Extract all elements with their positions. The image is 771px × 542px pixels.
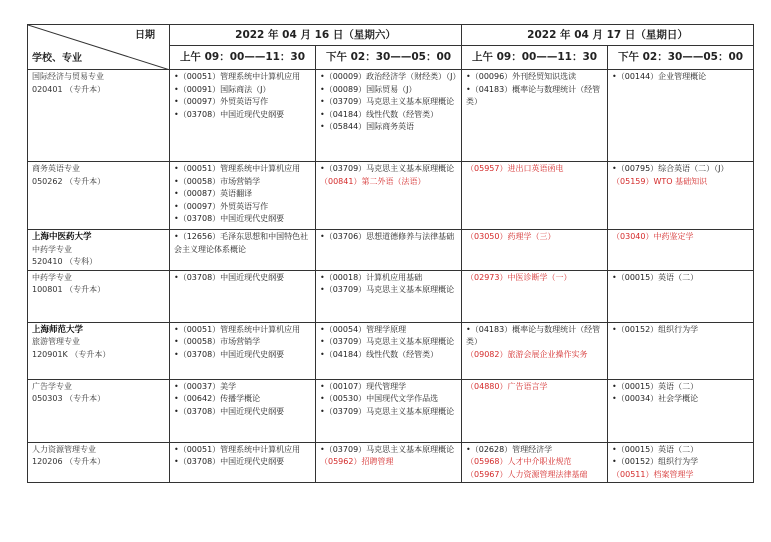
session-cell xyxy=(170,270,316,322)
exam-subject: •（04183）概率论与数理统计（经管类） xyxy=(466,84,601,106)
university-name: 上海师范大学 xyxy=(32,324,84,335)
session-cell xyxy=(462,322,608,379)
exam-subject: •（00015）英语（二） xyxy=(612,444,699,454)
program-cell xyxy=(28,70,170,162)
exam-subject: •（00096）外刊经贸知识选读 xyxy=(466,72,577,81)
exam-subject: •（00009）政治经济学（财经类）（J） xyxy=(320,72,461,81)
exam-subject: •（00051）管理系统中计算机应用 xyxy=(174,72,301,81)
schedule-row xyxy=(28,70,754,162)
exam-subject: •（03706）思想道德修养与法律基础 xyxy=(320,232,455,241)
header-corner-cell xyxy=(28,25,170,70)
exam-subject-highlighted: （05967）人力资源管理法律基础 xyxy=(466,469,588,479)
program-text: 020401 （专升本） xyxy=(32,84,106,94)
exam-subject: •（04183）概率论与数理统计（经管类） xyxy=(466,324,601,346)
program-text: 中药学专业 xyxy=(32,244,72,254)
exam-subject: •（03708）中国近现代史纲要 xyxy=(174,349,285,359)
session-cell xyxy=(462,270,608,322)
session-cell xyxy=(462,70,608,162)
session-cell xyxy=(608,270,754,322)
program-text: 国际经济与贸易专业 xyxy=(32,72,104,81)
program-cell xyxy=(28,230,170,271)
time-header-1: 上午 09：00——11：30 xyxy=(170,46,316,70)
session-cell xyxy=(170,162,316,230)
exam-subject: •（00015）英语（二） xyxy=(612,381,699,391)
program-text: 中药学专业 xyxy=(32,272,72,282)
exam-subject: •（00152）组织行为学 xyxy=(612,457,699,466)
exam-subject-highlighted: （05957）进出口英语函电 xyxy=(466,164,564,173)
exam-subject-highlighted: （05159）WTO 基础知识 xyxy=(612,176,708,186)
session-cell xyxy=(170,379,316,442)
session-cell xyxy=(316,379,462,442)
exam-subject-highlighted: （09082）旅游会展企业操作实务 xyxy=(466,349,588,359)
program-text: 050303 （专升本） xyxy=(32,394,106,403)
exam-subject: •（00530）中国现代文学作品选 xyxy=(320,394,439,403)
schedule-row xyxy=(28,270,754,322)
program-cell xyxy=(28,270,170,322)
university-name: 上海中医药大学 xyxy=(32,232,92,242)
program-cell xyxy=(28,442,170,483)
session-cell xyxy=(608,379,754,442)
exam-subject: •（00097）外贸英语写作 xyxy=(174,97,269,106)
exam-subject: •（00089）国际贸易（J） xyxy=(320,84,417,94)
schedule-row xyxy=(28,442,754,483)
exam-subject-highlighted: （00841）第二外语（法语） xyxy=(320,176,426,186)
exam-subject: •（00087）英语翻译 xyxy=(174,189,253,198)
exam-subject: •（00051）管理系统中计算机应用 xyxy=(174,444,301,454)
program-cell xyxy=(28,379,170,442)
exam-subject: •（00037）美学 xyxy=(174,381,237,391)
date-header-1: 2022 年 04 月 16 日（星期六） xyxy=(170,25,462,46)
program-text: 商务英语专业 xyxy=(32,164,80,173)
exam-subject: •（02628）管理经济学 xyxy=(466,444,553,454)
session-cell xyxy=(462,230,608,271)
exam-subject: •（04184）线性代数（经管类） xyxy=(320,349,439,359)
exam-subject-highlighted: （05962）招聘管理 xyxy=(320,457,394,466)
session-cell xyxy=(316,162,462,230)
time-header-4: 下午 02：30——05：00 xyxy=(608,46,754,70)
exam-subject: •（03709）马克思主义基本原理概论 xyxy=(320,337,455,346)
exam-subject: •（00018）计算机应用基础 xyxy=(320,272,423,282)
schedule-row xyxy=(28,230,754,271)
session-cell xyxy=(170,442,316,483)
exam-subject: •（00795）综合英语（二）（J） xyxy=(612,164,729,173)
exam-subject: •（00642）传播学概论 xyxy=(174,394,261,403)
session-cell xyxy=(170,322,316,379)
exam-schedule-table xyxy=(27,24,754,483)
exam-subject: •（00107）现代管理学 xyxy=(320,381,407,391)
exam-subject-highlighted: （02973）中医诊断学（一） xyxy=(466,272,572,282)
session-cell xyxy=(316,322,462,379)
exam-subject: •（00091）国际商法（J） xyxy=(174,84,271,94)
exam-subject: •（00015）英语（二） xyxy=(612,272,699,282)
exam-subject-highlighted: （03040）中药鉴定学 xyxy=(612,232,694,241)
program-text: 100801 （专升本） xyxy=(32,285,106,294)
date-header-2: 2022 年 04 月 17 日（星期日） xyxy=(462,25,754,46)
program-text: 120206 （专升本） xyxy=(32,457,106,466)
exam-subject: •（00051）管理系统中计算机应用 xyxy=(174,164,301,173)
time-header-2: 下午 02：30——05：00 xyxy=(316,46,462,70)
exam-subject-highlighted: （04880）广告语言学 xyxy=(466,381,548,391)
exam-subject: •（03708）中国近现代史纲要 xyxy=(174,457,285,466)
exam-subject: •（12656）毛泽东思想和中国特色社会主义理论体系概论 xyxy=(174,232,309,254)
session-cell xyxy=(316,70,462,162)
session-cell xyxy=(170,70,316,162)
session-cell xyxy=(462,379,608,442)
exam-subject: •（00144）企业管理概论 xyxy=(612,72,707,81)
exam-subject: •（03709）马克思主义基本原理概论 xyxy=(320,444,455,454)
exam-subject: •（00058）市场营销学 xyxy=(174,337,261,346)
program-text: 120901K （专升本） xyxy=(32,349,111,359)
exam-subject: •（03709）马克思主义基本原理概论 xyxy=(320,285,455,294)
exam-subject: •（00034）社会学概论 xyxy=(612,394,699,403)
session-cell xyxy=(462,162,608,230)
exam-subject-highlighted: （00511）档案管理学 xyxy=(612,469,694,479)
session-cell xyxy=(608,162,754,230)
session-cell xyxy=(316,442,462,483)
exam-subject: •（03709）马克思主义基本原理概论 xyxy=(320,406,455,416)
exam-subject: •（00051）管理系统中计算机应用 xyxy=(174,324,301,334)
session-cell xyxy=(170,230,316,271)
program-cell xyxy=(28,322,170,379)
exam-subject: •（03708）中国近现代史纲要 xyxy=(174,406,285,416)
session-cell xyxy=(316,230,462,271)
program-cell xyxy=(28,162,170,230)
corner-date-label: 日期 xyxy=(135,30,155,41)
program-text: 050262 （专升本） xyxy=(32,176,106,186)
exam-subject: •（04184）线性代数（经管类） xyxy=(320,109,439,119)
exam-subject: •（00097）外贸英语写作 xyxy=(174,201,269,211)
exam-subject: •（03708）中国近现代史纲要 xyxy=(174,109,285,119)
program-text: 旅游管理专业 xyxy=(32,337,80,346)
program-text: 广告学专业 xyxy=(32,381,72,391)
schedule-row xyxy=(28,379,754,442)
exam-subject: •（05844）国际商务英语 xyxy=(320,122,415,131)
schedule-row xyxy=(28,322,754,379)
exam-subject: •（00054）管理学原理 xyxy=(320,324,407,334)
program-text: 520410 （专科） xyxy=(32,257,98,266)
time-header-3: 上午 09：00——11：30 xyxy=(462,46,608,70)
schedule-body xyxy=(28,70,754,483)
session-cell xyxy=(316,270,462,322)
session-cell xyxy=(462,442,608,483)
exam-subject: •（00058）市场营销学 xyxy=(174,176,261,186)
schedule-row xyxy=(28,162,754,230)
session-cell xyxy=(608,230,754,271)
exam-subject: •（03708）中国近现代史纲要 xyxy=(174,214,285,223)
session-cell xyxy=(608,442,754,483)
exam-subject: •（03709）马克思主义基本原理概论 xyxy=(320,164,455,173)
exam-subject-highlighted: （03050）药理学（三） xyxy=(466,232,556,241)
exam-subject: •（00152）组织行为学 xyxy=(612,324,699,334)
program-text: 人力资源管理专业 xyxy=(32,444,96,454)
session-cell xyxy=(608,70,754,162)
corner-program-label: 学校、专业 xyxy=(32,52,82,64)
exam-subject: •（03708）中国近现代史纲要 xyxy=(174,272,285,282)
exam-subject: •（03709）马克思主义基本原理概论 xyxy=(320,97,455,106)
session-cell xyxy=(608,322,754,379)
exam-subject-highlighted: （05968）人才中介职业规范 xyxy=(466,457,572,466)
